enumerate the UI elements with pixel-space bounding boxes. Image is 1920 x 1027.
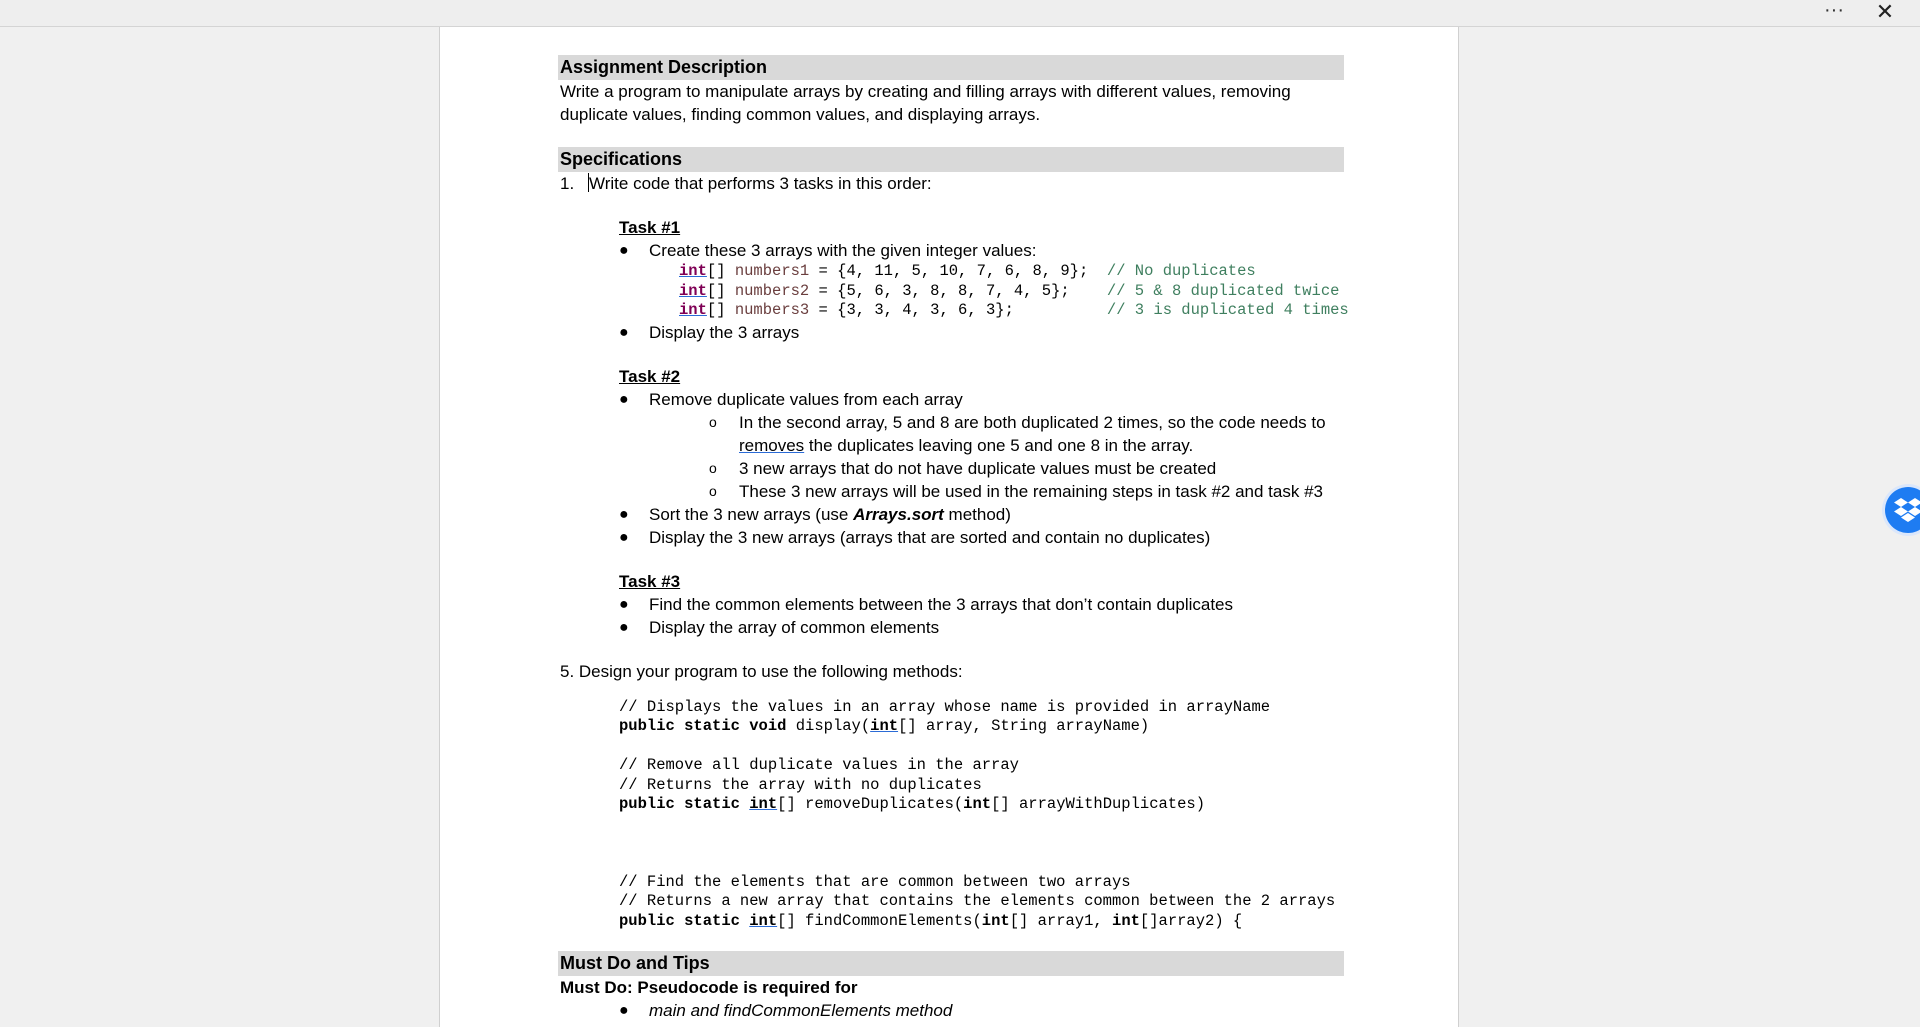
display-comment: // Displays the values in an array whose name is provided in arrayName: [619, 697, 1271, 716]
code-text: = {3, 3, 4, 3, 6, 3};: [809, 301, 1107, 319]
task2-title: Task #2: [619, 366, 681, 386]
spec-item-text: Write code that performs 3 tasks in this order:: [589, 174, 932, 193]
must-do-subheading: Must Do: Pseudocode is required for: [560, 978, 858, 997]
circle-bullet-icon: o: [709, 482, 717, 499]
bullet-icon: ●: [619, 618, 629, 636]
task2-sub-3-text: These 3 new arrays will be used in the remaining steps in task #2 and task #3: [739, 481, 1323, 501]
code-variable: numbers2: [734, 281, 810, 300]
must-do-partial-bullet: [619, 999, 1344, 1022]
document-content: [558, 55, 1349, 1022]
design-heading: 5. Design your program to use the following methods:: [560, 661, 963, 681]
task2-sub-2: [709, 457, 1344, 480]
code-text: [] array, String arrayName): [898, 717, 1150, 735]
code-int-keyword: int: [679, 301, 707, 319]
bullet-icon: ●: [619, 1002, 629, 1019]
code-int-keyword: int: [749, 911, 778, 930]
bullet-icon: ●: [619, 528, 629, 546]
code-comment: // No duplicates: [1106, 262, 1256, 280]
must-do-partial-text: main and findCommonElements method: [649, 1001, 953, 1020]
bullet-icon: ●: [619, 595, 629, 613]
must-do-heading: Must Do and Tips: [558, 951, 1344, 976]
code-text: [] findCommonElements(: [777, 911, 982, 930]
assignment-heading: Assignment Description: [558, 55, 1344, 80]
task2-bullet-1-text: Remove duplicate values from each array: [649, 389, 963, 409]
code-text: = {4, 11, 5, 10, 7, 6, 8, 9};: [809, 262, 1107, 280]
task2-bullet-3-text: Display the 3 new arrays (arrays that are sorted and contain no duplicates): [649, 527, 1211, 547]
code-int-keyword: int: [749, 795, 778, 813]
task2-sub-1: [709, 411, 1344, 434]
code-int-keyword: int: [963, 795, 992, 813]
task1-title: Task #1: [619, 218, 681, 237]
code-text: []: [706, 281, 735, 300]
task3-bullet-2: [619, 616, 1344, 639]
display-signature: [619, 717, 1344, 737]
code-keyword: public static: [619, 795, 740, 813]
task2-bullet-1: [619, 388, 1344, 411]
bullet-icon: ●: [619, 323, 629, 341]
circle-bullet-icon: o: [709, 413, 717, 430]
code-int-keyword: int: [679, 281, 707, 300]
dropbox-icon[interactable]: [1885, 487, 1920, 533]
spec-item-number: 1.: [560, 174, 575, 193]
task3-bullet-1-text: Find the common elements between the 3 arrays that don’t contain duplicates: [649, 594, 1234, 614]
task3-bullet-2-text: Display the array of common elements: [649, 617, 940, 637]
remove-signature: [619, 795, 1344, 815]
task3-title: Task #3: [619, 571, 681, 591]
code-array-1: [679, 262, 1344, 282]
code-text: [] array1,: [1009, 911, 1113, 930]
code-array-3: [679, 301, 1349, 321]
dropbox-logo-icon: [1894, 498, 1920, 522]
task3-bullet-1: [619, 593, 1344, 616]
window-titlebar: [0, 0, 1920, 27]
bullet-icon: ●: [619, 505, 629, 523]
more-options-icon[interactable]: ···: [1824, 0, 1844, 21]
close-icon[interactable]: ✕: [1875, 0, 1895, 24]
code-variable: numbers3: [734, 301, 810, 319]
circle-bullet-icon: o: [709, 459, 717, 476]
code-text: []array2) {: [1139, 911, 1243, 930]
specifications-heading: Specifications: [558, 147, 1344, 172]
bullet-icon: ●: [619, 242, 629, 259]
assignment-body-line2: duplicate values, finding common values, and displaying arrays.: [560, 105, 1041, 124]
code-int-keyword: int: [679, 262, 707, 280]
task1-bullet-2: [619, 321, 1344, 344]
task2-bullet-2-pre: Sort the 3 new arrays (use: [649, 504, 854, 524]
task2-sub-2-text: 3 new arrays that do not have duplicate values must be created: [739, 458, 1217, 478]
bullet-icon: ●: [619, 390, 629, 408]
task2-sub-1-cont: [709, 434, 1344, 457]
code-text: [] removeDuplicates(: [777, 795, 964, 813]
code-int-keyword: int: [870, 717, 899, 735]
arrays-sort-emphasis: Arrays.sort: [853, 504, 944, 524]
code-text: []: [706, 301, 735, 319]
task2-sub-1-line2: the duplicates leaving one 5 and one 8 in the array.: [804, 435, 1194, 455]
common-comment-2: // Returns a new array that contains the elements common between the 2 arrays: [619, 892, 1336, 910]
remove-comment-1: // Remove all duplicate values in the array: [619, 756, 1019, 774]
task2-sub-1-line1: In the second array, 5 and 8 are both duplicated 2 times, so the code needs to: [739, 412, 1326, 432]
code-text: = {5, 6, 3, 8, 8, 7, 4, 5};: [809, 281, 1107, 300]
task2-sub-3: [709, 480, 1344, 503]
task2-bullet-2: [619, 503, 1344, 526]
code-text: [] arrayWithDuplicates): [991, 795, 1206, 813]
task1-bullet-1-text: Create these 3 arrays with the given integer values:: [649, 241, 1037, 260]
code-text: display(: [786, 717, 871, 735]
remove-comment-2: // Returns the array with no duplicates: [619, 775, 982, 794]
code-comment: // 5 & 8 duplicated twice: [1106, 281, 1340, 300]
task2-bullet-2-post: method): [943, 504, 1011, 524]
code-comment: // 3 is duplicated 4 times: [1106, 301, 1349, 319]
task1-bullet-1: [619, 239, 1344, 262]
code-array-2: [679, 282, 1344, 302]
document-page: [439, 27, 1459, 1027]
code-int-keyword: int: [1112, 911, 1140, 930]
code-keyword: public static: [619, 911, 740, 930]
task2-bullet-3: [619, 526, 1344, 549]
assignment-body-line1: Write a program to manipulate arrays by creating and filling arrays with different values, removing: [560, 82, 1291, 101]
code-int-keyword: int: [981, 911, 1010, 930]
common-signature: [619, 912, 1344, 932]
code-variable: numbers1: [734, 262, 810, 280]
common-comment-1: // Find the elements that are common between two arrays: [619, 872, 1131, 891]
spec-item-1: [558, 172, 1344, 195]
spellcheck-word[interactable]: removes: [739, 435, 805, 455]
code-keyword: public static void: [619, 717, 787, 735]
code-text: []: [706, 262, 735, 280]
task1-bullet-2-text: Display the 3 arrays: [649, 322, 800, 342]
